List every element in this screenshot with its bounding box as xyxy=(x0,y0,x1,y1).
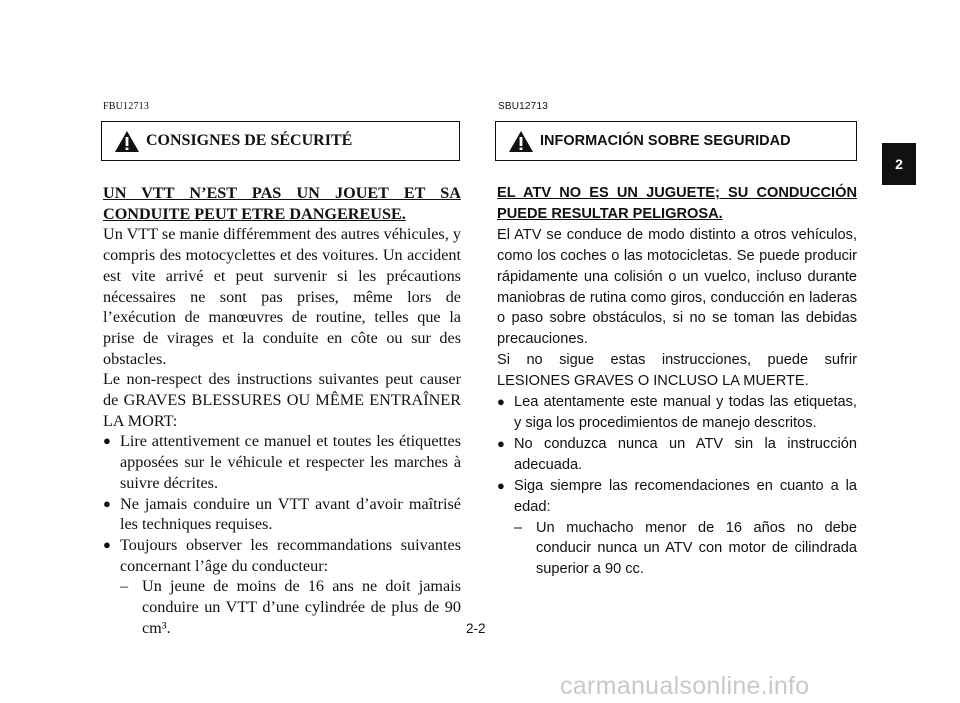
french-bullet-3: Toujours observer les recommandations suivantes concernant l’âge du conducteur: xyxy=(120,535,461,575)
french-safety-title-box xyxy=(101,121,460,161)
spanish-bullet-1: Lea atentamente este manual y todas las etiquetas, y siga los procedimientos de manejo descritos. xyxy=(514,394,857,431)
spanish-heading: EL ATV NO ES UN JUGUETE; SU CONDUCCIÓN PUEDE RESULTAR PELIGROSA. xyxy=(497,185,857,222)
list-item xyxy=(103,535,461,576)
french-heading: UN VTT N’EST PAS UN JOUET ET SA CONDUITE PEUT ETRE DANGEREUSE. xyxy=(103,184,461,223)
spanish-sub-bullet: Un muchacho menor de 16 años no debe conducir nunca un ATV con motor de cilindrada superior a 90 cc. xyxy=(536,519,857,578)
bullet-icon: ● xyxy=(497,477,505,493)
french-bullet-1: Lire attentivement ce manuel et toutes les étiquettes apposées sur le véhicule et respecter les marches à suivre décrites. xyxy=(120,432,461,492)
spanish-section-code: SBU12713 xyxy=(498,101,548,112)
french-sub-bullet: Un jeune de moins de 16 ans ne doit jamais conduire un VTT d’une cylindrée de plus de 90 cm³. xyxy=(142,577,461,637)
french-safety-title: CONSIGNES DE SÉCURITÉ xyxy=(146,132,353,149)
french-paragraph-1: Un VTT se manie différemment des autres véhicules, y compris des motocyclettes et des voitures. Un accident est vite arrivé et peut survenir si les précautions nécessaires ne sont pas prises, même lors de l’exécution de manœuvres de routine, telles que la prise de virages et la conduite en côte ou sur des obstacles. xyxy=(103,225,461,368)
list-item xyxy=(497,392,857,434)
spanish-safety-title: INFORMACIÓN SOBRE SEGURIDAD xyxy=(540,133,791,149)
french-section-code: FBU12713 xyxy=(103,101,150,112)
list-item xyxy=(103,431,461,493)
list-item xyxy=(514,518,857,581)
warning-triangle-icon xyxy=(508,130,534,153)
bullet-icon: ● xyxy=(497,394,505,410)
bullet-icon: ● xyxy=(103,536,111,552)
spanish-bullet-3: Siga siempre las recomendaciones en cuanto a la edad: xyxy=(514,477,857,515)
page-number: 2-2 xyxy=(466,621,486,636)
french-paragraph-2: Le non-respect des instructions suivantes peut causer de GRAVES BLESSURES OU MÊME ENTRAÎNER LA MORT: xyxy=(103,370,461,430)
watermark: carmanualsonline.info xyxy=(560,672,810,700)
french-column xyxy=(103,183,461,638)
warning-triangle-icon xyxy=(114,130,140,153)
list-item xyxy=(120,576,461,638)
list-item xyxy=(103,494,461,535)
french-bullet-2: Ne jamais conduire un VTT avant d’avoir maîtrisé les techniques requises. xyxy=(120,494,461,534)
list-item xyxy=(497,476,857,518)
spanish-paragraph-2: Si no sigue estas instrucciones, puede sufrir LESIONES GRAVES O INCLUSO LA MUERTE. xyxy=(497,352,857,390)
spanish-paragraph-1: El ATV se conduce de modo distinto a otros vehículos, como los coches o las motocicletas. Se puede producir rápidamente una colisión o un vuelco, incluso durante maniobras de rutina como giros, conducción en laderas o paso sobre obstáculos, si no se toman las debidas precauciones. xyxy=(497,226,857,348)
dash-marker: – xyxy=(120,577,129,596)
list-item xyxy=(497,434,857,476)
bullet-icon: ● xyxy=(103,433,111,449)
bullet-icon: ● xyxy=(103,495,111,511)
bullet-icon: ● xyxy=(497,435,505,451)
section-tab: 2 xyxy=(882,143,916,185)
spanish-bullet-2: No conduzca nunca un ATV sin la instrucción adecuada. xyxy=(514,435,857,473)
spanish-column xyxy=(497,183,857,580)
spanish-safety-title-box xyxy=(495,121,857,161)
dash-marker: – xyxy=(514,519,523,536)
